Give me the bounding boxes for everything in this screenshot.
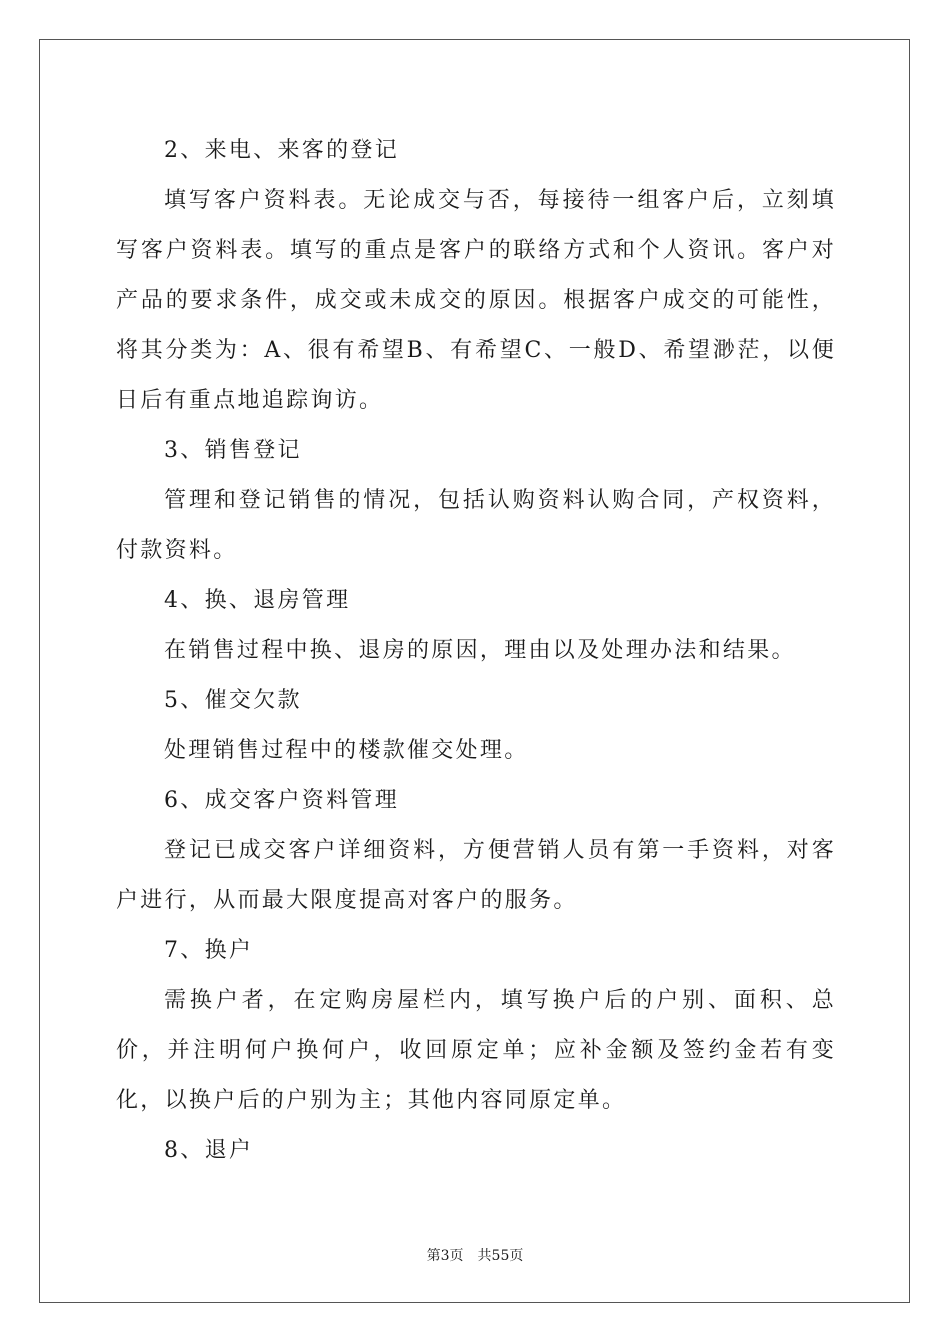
section-heading-6: 6、成交客户资料管理: [164, 788, 399, 813]
page-total: 共55页: [477, 1248, 524, 1264]
section-heading-3: 3、销售登记: [164, 438, 302, 463]
section-heading-8: 8、退户: [164, 1138, 254, 1163]
section-body-7: 需换户者，在定购房屋栏内，填写换户后的户别、面积、总价，并注明何户换何户，收回原定单；应补金额及签约金若有变化，以换户后的户别为主；其他内容同原定单。: [116, 988, 836, 1113]
section-body-6: 登记已成交客户详细资料，方便营销人员有第一手资料，对客户进行，从而最大限度提高对客户的服务。: [116, 838, 836, 913]
page-number: 第3页: [426, 1248, 464, 1264]
section-heading-4: 4、换、退房管理: [164, 588, 351, 613]
section-heading-5: 5、催交欠款: [164, 688, 302, 713]
page-footer: [0, 1246, 950, 1266]
section-heading-2: 2、来电、来客的登记: [164, 138, 399, 163]
section-body-4: 在销售过程中换、退房的原因，理由以及处理办法和结果。: [164, 638, 796, 663]
section-body-3: 管理和登记销售的情况，包括认购资料认购合同，产权资料，付款资料。: [116, 488, 836, 563]
section-body-2: 填写客户资料表。无论成交与否，每接待一组客户后，立刻填写客户资料表。填写的重点是客户的联络方式和个人资讯。客户对产品的要求条件，成交或未成交的原因。根据客户成交的可能性，将其分类为：A、很有希望B、有希望C、一般D、希望渺茫，以便日后有重点地追踪询访。: [116, 188, 836, 413]
section-heading-7: 7、换户: [164, 938, 254, 963]
document-body: [116, 126, 836, 1176]
section-body-5: 处理销售过程中的楼款催交处理。: [164, 738, 529, 763]
